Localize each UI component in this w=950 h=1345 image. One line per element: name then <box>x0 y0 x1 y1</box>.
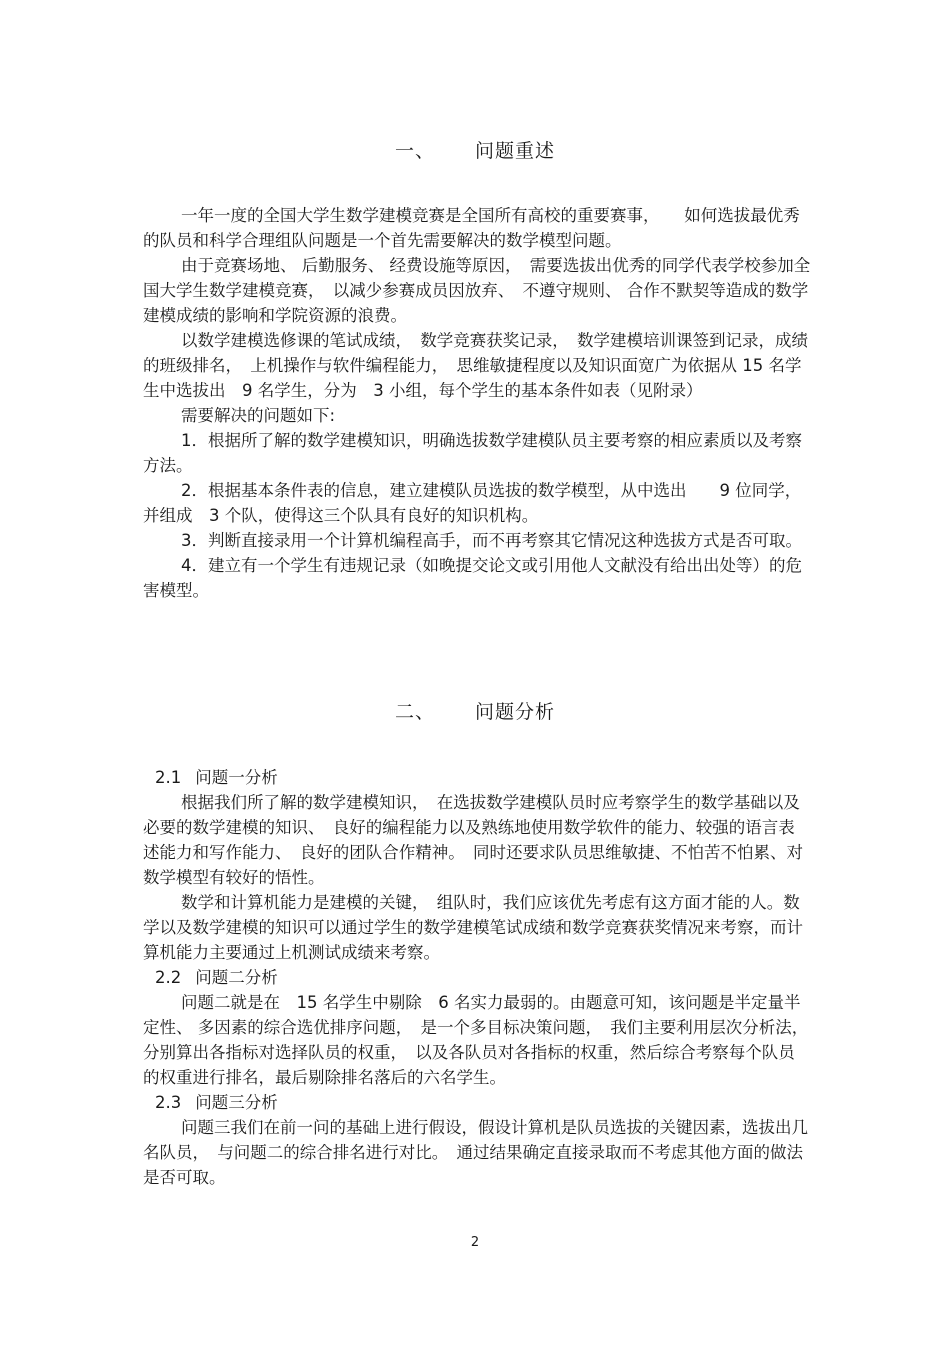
section-2-heading <box>0 697 950 724</box>
section-2-title: 问题分析 <box>475 701 556 723</box>
problem-item: 2．根据基本条件表的信息，建立建模队员选拔的数学模型，从中选出 9 位同学，并组成 3 个队，使得这三个队具有良好的知识机构。 <box>143 481 802 525</box>
section-2-number: 二、 <box>394 701 435 723</box>
paragraph: 一年一度的全国大学生数学建模竞赛是全国所有高校的重要赛事， 如何选拔最优秀的队员和科学合理组队问题是一个首先需要解决的数学模型问题。 <box>143 206 800 250</box>
section-1-heading <box>0 136 950 163</box>
subsection-number: 2.2 <box>155 968 182 987</box>
subsection-heading <box>155 965 811 990</box>
paragraph: 由于竞赛场地、 后勤服务、 经费设施等原因， 需要选拔出优秀的同学代表学校参加全国大学生数学建模竞赛， 以减少参赛成员因放弃、 不遵守规则、 合作不默契等造成的数学建模成绩的影响和学院资源的浪费。 <box>143 256 811 325</box>
section-1-title: 问题重述 <box>475 140 556 162</box>
subsection-number: 2.1 <box>155 768 182 787</box>
paragraph: 需要解决的问题如下: <box>181 406 336 425</box>
section-1-number: 一、 <box>394 140 435 162</box>
page-number: 2 <box>470 1235 480 1250</box>
section-1-body <box>143 203 811 603</box>
problem-item: 1．根据所了解的数学建模知识，明确选拔数学建模队员主要考察的相应素质以及考察方法。 <box>143 431 802 475</box>
paragraph: 以数学建模选修课的笔试成绩， 数学竞赛获奖记录， 数学建模培训课签到记录，成绩的班级排名， 上机操作与软件编程能力， 思维敏捷程度以及知识面宽广为依据从 15 名学生中选拔出 9 名学生，分为 3 小组，每个学生的基本条件如表（见附录） <box>143 331 808 400</box>
paragraph: 根据我们所了解的数学建模知识， 在选拔数学建模队员时应考察学生的数学基础以及必要的数学建模的知识、 良好的编程能力以及熟练地使用数学软件的能力、较强的语言表述能力和写作能力、 良好的团队合作精神。 同时还要求队员思维敏捷、不怕苦不怕累、对数学模型有较好的悟性。 <box>143 793 803 887</box>
subsection-title: 问题一分析 <box>195 768 278 787</box>
problem-item: 3．判断直接录用一个计算机编程高手，而不再考察其它情况这种选拔方式是否可取。 <box>181 531 802 550</box>
paragraph: 问题三我们在前一问的基础上进行假设，假设计算机是队员选拔的关键因素，选拔出几名队员， 与问题二的综合排名进行对比。 通过结果确定直接录取而不考虑其他方面的做法是否可取。 <box>143 1118 808 1187</box>
subsection-heading <box>155 1090 811 1115</box>
paragraph: 问题二就是在 15 名学生中剔除 6 名实力最弱的。由题意可知，该问题是半定量半定性、 多因素的综合选优排序问题， 是一个多目标决策问题， 我们主要利用层次分析法，分别算出各指标对选择队员的权重， 以及各队员对各指标的权重，然后综合考察每个队员的权重进行排名，最后剔除排名落后的六名学生。 <box>143 993 809 1087</box>
problem-item: 4．建立有一个学生有违规记录（如晚提交论文或引用他人文献没有给出出处等）的危害模型。 <box>143 556 802 600</box>
subsection-title: 问题二分析 <box>195 968 278 987</box>
section-2-body <box>143 765 811 1190</box>
subsection-number: 2.3 <box>155 1093 182 1112</box>
subsection-heading <box>155 765 811 790</box>
subsection-title: 问题三分析 <box>195 1093 278 1112</box>
paragraph: 数学和计算机能力是建模的关键， 组队时，我们应该优先考虑有这方面才能的人。数学以及数学建模的知识可以通过学生的数学建模笔试成绩和数学竞赛获奖情况来考察，而计算机能力主要通过上机测试成绩来考察。 <box>143 893 803 962</box>
